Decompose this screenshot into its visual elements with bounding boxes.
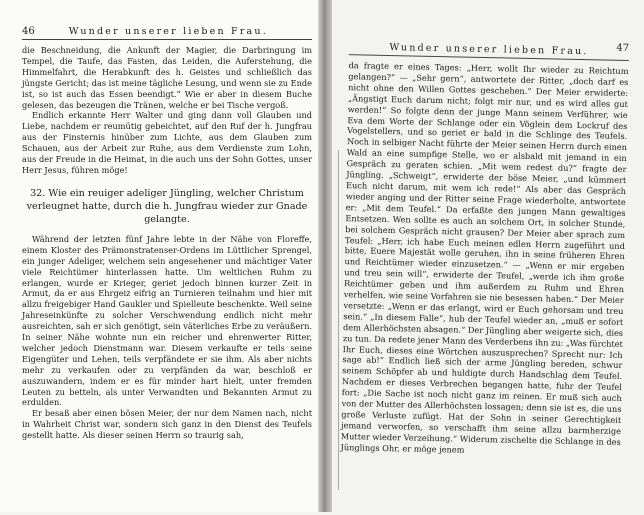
left-paragraph-1: die Beschneidung, die Ankunft der Magier, die Darbringung im Tempel, die Taufe, das Fasten, das Leiden, die Auferstehung, die Himmelfahrt, die Herabkunft des h. Geistes und schließlich das jüngste Gericht; das ist meine tägliche Lesung, und wenn sie zu Ende ist, so ist auch das Essen beendigt.“ Wie er aber in diesem Buche gelesen, das bezeugen die Tränen, welche er bei Tische vergoß.	[22, 45, 312, 110]
left-paragraph-4: Er besaß aber einen bösen Meier, der nur dem Namen nach, nicht in Wahrheit Christ war, sondern sich ganz in den Dienst des Teufels gestellt hatte. Als dieser seinen Herrn so traurig sah,	[22, 408, 312, 441]
right-page-number: 47	[616, 42, 630, 55]
chapter-heading-line-3: gelangte.	[144, 213, 190, 225]
right-body-text	[340, 60, 628, 458]
chapter-heading-line-1: 32. Wie ein reuiger adeliger Jüngling, welcher Christum	[30, 187, 304, 199]
left-page-number: 46	[22, 26, 35, 37]
left-paragraph-2: Endlich erkannte Herr Walter und ging dann voll Glauben und Liebe, nachdem er reumütig gebeichtet, auf den Ruf der h. Jungfrau aus der Finsternis hinüber zum Lichte, aus dem Glauben zum Schauen, aus der Arbeit zur Ruhe, aus dem Verdienste zum Lohn, aus der Freude in die Heimat, in die auch uns der Sohn Gottes, unser Herr Jesus, führen möge!	[22, 110, 312, 175]
left-header-title: Wunder unserer lieben Frau.	[68, 26, 268, 37]
chapter-heading-line-2: verleugnet hatte, durch die h. Jungfrau wieder zur Gnade	[26, 200, 308, 212]
right-running-head	[349, 41, 629, 61]
right-paragraph-1: da fragte er eines Tages: „Herr, wollt Ihr wieder zu Reichtum gelangen?“ — „Sehr gern“, antwortete der Ritter, „doch darf es nicht ohne den Willen Gottes geschehen.“ Der Meier erwiderte: „Ängstigt Euch darum nicht; folgt mir nur, und es wird alles gut werden!“ So folgte denn der junge Mann seinem Verführer, wie Eva dem Worte der Schlange oder ein Vöglein dem Lockruf des Vogelstellers, und so geriet er bald in die Schlinge des Teufels. Noch in selbiger Nacht führte der Meier seinen Herrn durch einen Wald an eine sumpfige Stelle, wo er alsbald mit jemand in ein Gespräch zu geraten schien. „Mit wem redest du?“ fragte der Jüngling. „Schweigt“, erwiderte der böse Meier, „und kümmert Euch nicht darum, mit wem ich rede!“ Als aber das Gespräch wieder anging und der Ritter seine Frage wiederholte, antwortete er: „Mit dem Teufel.“ Da erfaßte den jungen Mann gewaltiges Entsetzen. Wen sollte es auch an solchem Ort, in solcher Stunde, bei solchem Gespräch nicht grausen? Der Meier aber sprach zum Teufel: „Herr, ich habe Euch meinen edlen Herrn zugeführt und bitte, Euere Majestät wolle geruhen, ihn in seine früheren Ehren und Reichtümer wieder einzusetzen.“ — „Wenn er mir ergeben und treu sein will“, erwiderte der Teufel, „werde ich ihm große Reichtümer geben und ihm außerdem zu Ruhm und Ehren verhelfen, wie seine Vorfahren sie nie besessen haben.“ Der Meier versetzte: „Wenn er das erlangt, wird er Euch gehorsam und treu sein.“ „In diesem Falle“, hub der Teufel wieder an, „muß er sofort dem Allerhöchsten absagen.“ Der Jüngling aber weigerte sich, dies zu tun. Da redete jener Mann des Verderbens ihn zu: „Was fürchtet Ihr Euch, dieses eine Wörtchen auszusprechen? Sprecht nur: Ich sage ab!“ Endlich ließ sich der arme Jüngling bereden, schwur seinem Schöpfer ab und huldigte durch Handschlag dem Teufel. Nachdem er dieses Verbrechen begangen hatte, fuhr der Teufel fort: „Die Sache ist noch nicht ganz im reinen. Er muß sich auch von der Mutter des Allerhöchsten lossagen; denn sie ist es, die uns große Verluste zufügt. Hat der Sohn in seiner Gerechtigkeit jemand verworfen, so verschafft ihm seine allzu barmherzige Mutter wieder Verzeihung.“ Widerum zischelte die Schlange in des Jünglings Ohr, er möge jenem	[340, 60, 629, 455]
chapter-heading	[22, 187, 312, 226]
right-header-title: Wunder unserer lieben Frau.	[389, 42, 589, 58]
left-body-text	[22, 45, 312, 441]
left-running-head	[22, 26, 312, 40]
right-page	[313, 0, 644, 515]
left-paragraph-3: Während der letzten fünf Jahre lebte in der Nähe von Floreffe, einem Kloster des Prämonstratenser-Ordens im Lüttlicher Sprengel, ein junger Adeliger, welchem sein angesehener und mächtiger Vater viele Reichtümer hinterlassen hatte. Um weltlichen Ruhm zu erlangen, wurde er Krieger, geriet jedoch binnen kurzer Zeit in Armut, da er aus Ehrgeiz eifrig an Turnieren teilnahm und hier mit allzu freigebiger Hand Gaukler und Spielleute beschenkte. Weil seine Jahreseinkünfte zu solcher Verschwendung endlich nicht mehr ausreichten, sah er sich genötigt, sein väterliches Erbe zu veräußern. In seiner Nähe wohnte nun ein reicher und ehrenwerter Ritter, welcher jedoch Dienstmann war. Diesem verkaufte er teils seine Eigengüter und Lehen, teils verpfändete er sie ihm. Als aber nichts mehr zu verkaufen oder zu verpfänden da war, beschloß er auszuwandern, indem er es für minder hart hielt, unter fremden Leuten zu betteln, als unter Verwandten und Bekannten Armut zu erdulden.	[22, 233, 312, 408]
